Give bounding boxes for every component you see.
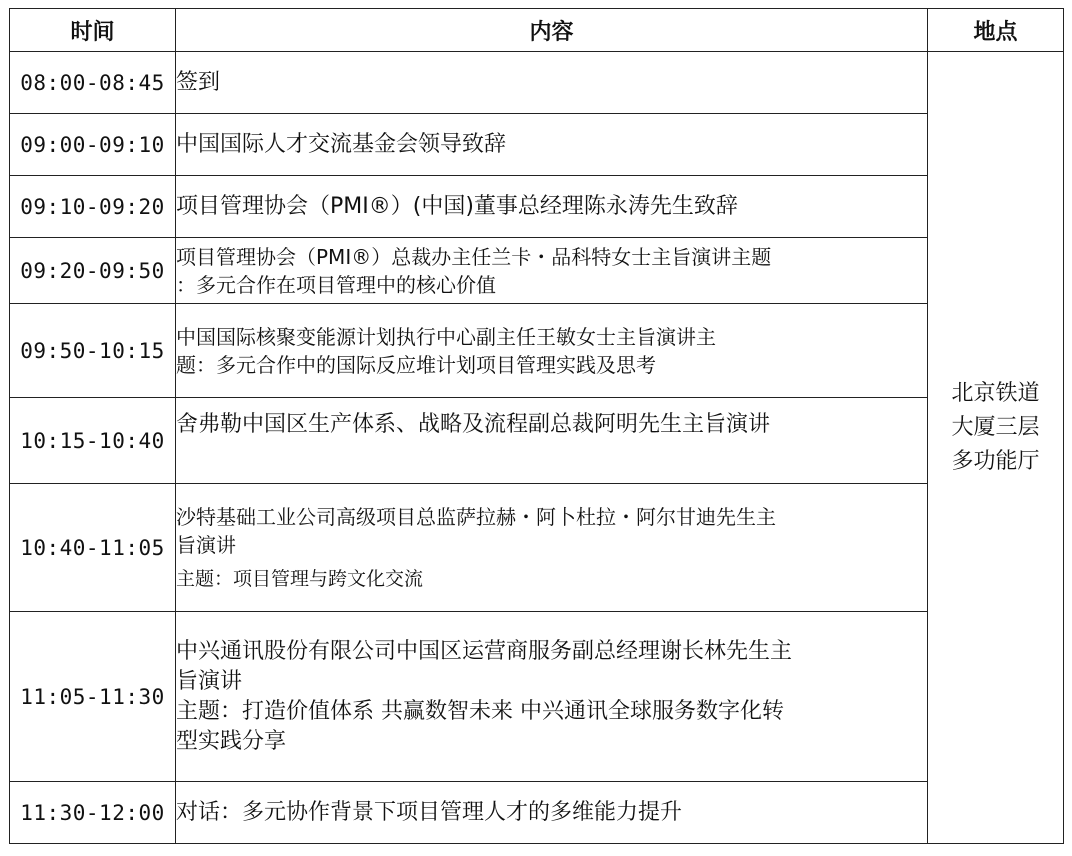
header-venue: 地点 [928,9,1064,52]
content-line: 旨演讲 [176,532,236,557]
content-cell [176,304,928,398]
time-cell: 09:50-10:15 [10,304,176,398]
venue-cell [928,52,1064,844]
table-row [10,782,1064,844]
content-line: 项目管理协会（PMI®）(中国)董事总经理陈永涛先生致辞 [176,193,738,219]
time-cell: 11:05-11:30 [10,612,176,782]
content-line: 旨演讲 [176,668,243,694]
content-line: ：多元合作在项目管理中的核心价值 [176,272,496,297]
agenda-table [9,8,1064,844]
header-content: 内容 [176,9,928,52]
time-cell: 09:00-09:10 [10,114,176,176]
table-row [10,52,1064,114]
content-cell [176,782,928,844]
content-cell [176,484,928,612]
time-cell: 10:40-11:05 [10,484,176,612]
table-row [10,176,1064,238]
content-line: 主题：打造价值体系 共赢数智未来 中兴通讯全球服务数字化转 [176,698,784,724]
content-cell [176,398,928,484]
content-line: 项目管理协会（PMI®）总裁办主任兰卡・品科特女士主旨演讲主题 [176,244,772,269]
content-line: 型实践分享 [176,728,287,754]
table-row [10,398,1064,484]
content-line: 中国国际人才交流基金会领导致辞 [176,131,507,157]
time-cell: 10:15-10:40 [10,398,176,484]
table-row [10,114,1064,176]
venue-text: 北京铁道大厦三层多功能厅 [951,380,1040,474]
table-row [10,484,1064,612]
table-row [10,612,1064,782]
time-cell: 09:10-09:20 [10,176,176,238]
content-subtitle: 主题：项目管理与跨文化交流 [176,567,424,590]
time-cell: 09:20-09:50 [10,238,176,304]
content-line: 签到 [176,69,221,95]
time-cell: 08:00-08:45 [10,52,176,114]
content-cell [176,238,928,304]
header-row [10,9,1064,52]
content-cell [176,114,928,176]
table-row [10,238,1064,304]
content-line: 中兴通讯股份有限公司中国区运营商服务副总经理谢长林先生主 [176,638,793,664]
content-line: 沙特基础工业公司高级项目总监萨拉赫・阿卜杜拉・阿尔甘迪先生主 [176,504,776,529]
content-line: 题：多元合作中的国际反应堆计划项目管理实践及思考 [176,352,656,377]
table-row [10,304,1064,398]
content-line: 对话：多元协作背景下项目管理人才的多维能力提升 [176,799,683,825]
content-cell [176,612,928,782]
content-cell [176,176,928,238]
time-cell: 11:30-12:00 [10,782,176,844]
header-time: 时间 [10,9,176,52]
content-cell [176,52,928,114]
content-line: 舍弗勒中国区生产体系、战略及流程副总裁阿明先生主旨演讲 [176,412,771,437]
content-line: 中国国际核聚变能源计划执行中心副主任王敏女士主旨演讲主 [176,324,716,349]
